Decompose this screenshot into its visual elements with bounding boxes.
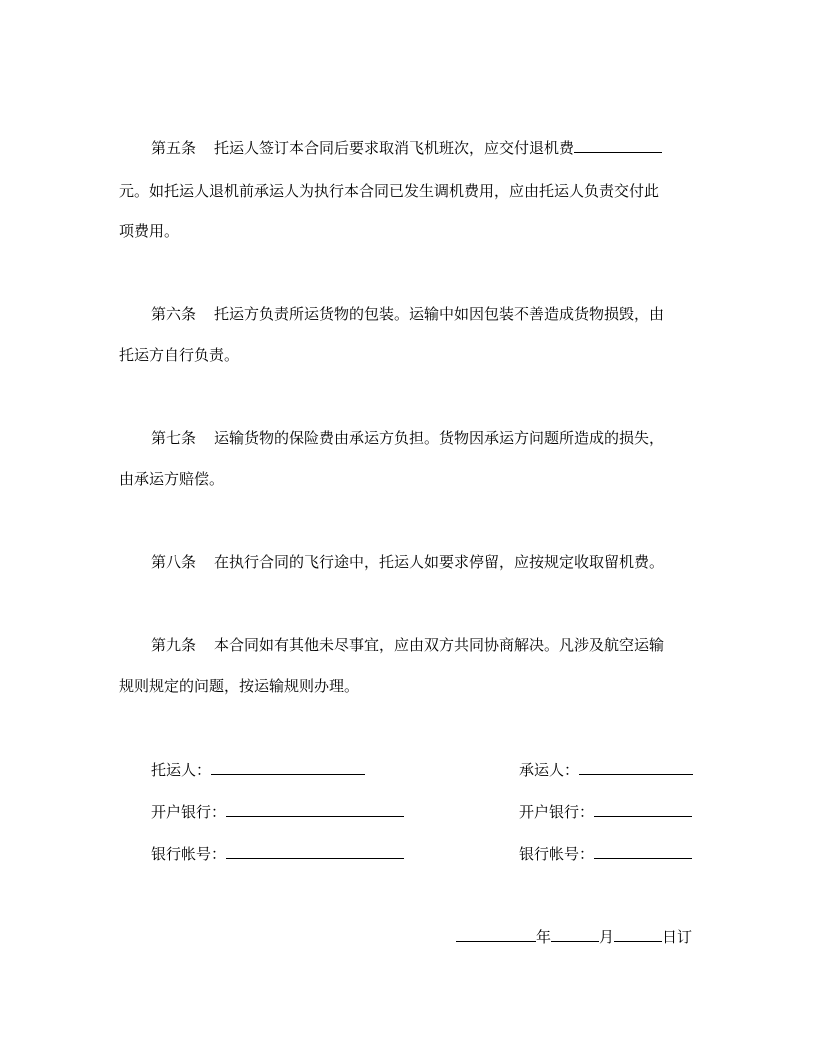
carrier-blank (579, 760, 693, 775)
article-9-number: 第九条 (151, 636, 197, 654)
contract-date (456, 927, 692, 947)
article-8-number: 第八条 (151, 553, 197, 571)
carrier-account-blank (594, 844, 692, 859)
article-6-line-1 (151, 304, 664, 324)
article-5-line-2: 元。如托运人退机前承运人为执行本合同已发生调机费用，应由托运人负责交付此 (119, 182, 660, 200)
month-label: 月 (599, 928, 615, 946)
article-6-number: 第六条 (151, 305, 197, 323)
carrier-bank-blank (594, 802, 692, 817)
shipper-account-blank (226, 844, 404, 859)
shipper-blank (211, 760, 365, 775)
day-blank (614, 927, 662, 942)
article-6-line-2: 托运方自行负责。 (119, 346, 240, 364)
carrier-signature (519, 760, 693, 780)
article-5-line-3: 项费用。 (119, 222, 180, 240)
article-5-line-1 (151, 138, 662, 158)
article-9-line-2: 规则规定的问题，按运输规则办理。 (119, 677, 360, 695)
shipper-bank-blank (226, 802, 404, 817)
shipper-signature (151, 760, 365, 780)
article-6-text-1: 托运方负责所运货物的包装。运输中如因包装不善造成货物损毁，由 (214, 305, 665, 323)
article-7-line-2: 由承运方赔偿。 (119, 470, 225, 488)
day-signed-label: 日订 (662, 928, 693, 946)
article-5-number: 第五条 (151, 139, 197, 157)
shipper-account-label: 银行帐号： (151, 845, 227, 863)
shipper-label: 托运人： (151, 761, 212, 779)
shipper-bank-label: 开户银行： (151, 803, 227, 821)
carrier-account (519, 844, 692, 864)
shipper-account (151, 844, 404, 864)
carrier-account-label: 银行帐号： (519, 845, 595, 863)
year-label: 年 (536, 928, 552, 946)
month-blank (551, 927, 599, 942)
year-blank (456, 927, 536, 942)
article-8-text-1: 在执行合同的飞行途中，托运人如要求停留，应按规定收取留机费。 (214, 553, 665, 571)
carrier-bank (519, 802, 692, 822)
carrier-bank-label: 开户银行： (519, 803, 595, 821)
article-5-text-1: 托运人签订本合同后要求取消飞机班次，应交付退机费 (214, 139, 575, 157)
article-8-line-1 (151, 552, 664, 572)
article-9-line-1 (151, 635, 664, 655)
refund-fee-blank (574, 138, 662, 153)
carrier-label: 承运人： (519, 761, 580, 779)
article-7-text-1: 运输货物的保险费由承运方负担。货物因承运方问题所造成的损失， (214, 429, 665, 447)
article-7-number: 第七条 (151, 429, 197, 447)
article-9-text-1: 本合同如有其他未尽事宜，应由双方共同协商解决。凡涉及航空运输 (214, 636, 665, 654)
article-7-line-1 (151, 428, 664, 448)
shipper-bank (151, 802, 404, 822)
